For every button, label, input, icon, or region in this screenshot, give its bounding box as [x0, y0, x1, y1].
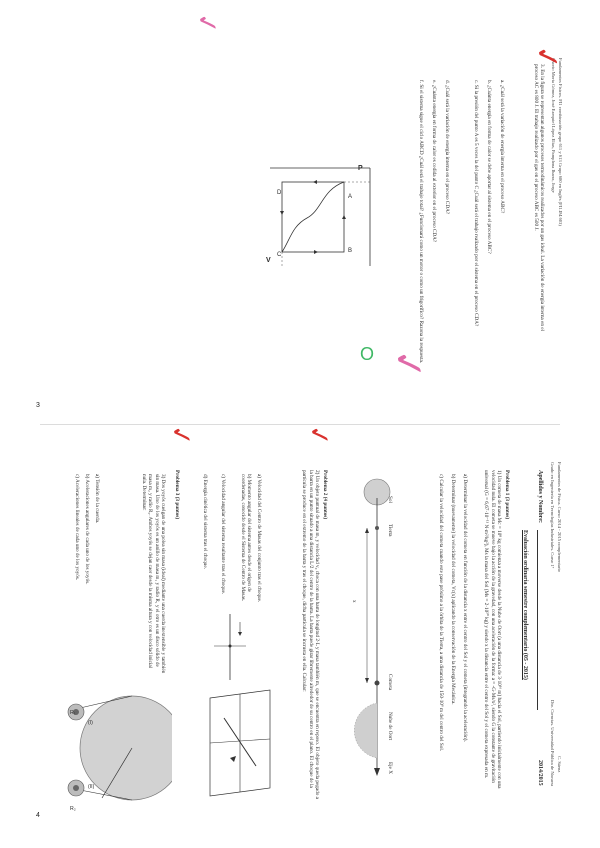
check-mark-red-middle: ✓	[302, 422, 337, 449]
check-mark-pink-top: ✓	[190, 10, 225, 37]
bar-figure	[210, 612, 250, 682]
academic-year: 2014/2015	[537, 760, 543, 786]
check-mark-red-bottom: ✓	[164, 422, 199, 449]
figure-label-eje: Eje X	[387, 762, 393, 774]
exam-title: Evaluación ordinaria semestre complementario (05 - 2015)	[522, 530, 528, 680]
question-c: c. Si la presión del punto A es 5 veces la del punto C ¿Cuál será el trabajo realizado por el sistema en el proceso CDA?	[473, 80, 479, 327]
diagram-label-p: P	[358, 165, 363, 172]
diagram-label-b: B	[348, 248, 353, 254]
page-number-left: 3	[36, 402, 40, 409]
problem-3-a: a) Tensión de la cuerda.	[94, 474, 100, 524]
question-f: f. Si el sistema sigue el ciclo ABCD ¿Cuál será el trabajo total? ¿Funcionará como un motor o como un frigorífico? Razona la respuesta.	[418, 80, 424, 364]
problem-1-text: 1) Un cometa de masa Mc = 10⁸ kg comienza a moverse desde la Nube de Oort (a una distancia de 3·10¹⁶ m) hacia el Sol, partiendo inicialmente con una velocidad nula. El cometa se mueve bajo la acción de la gravedad, con una aceleración de la forma: a = -G·Ms/x², siendo G la constante de gravitación universal (G = 6,67·10⁻¹¹ N·m²/kg²), Ms la masa del Sol (Ms = 2·10³⁰ kg) y siendo x la distancia entre el centro del Sol y el cometa expresada en m.	[483, 470, 502, 789]
problem-3-text: 3) Dos yoyós cuelgan de una polea sin masa (ideal) mediante una cuerda inextensible y también sin masa. Uno de los yoyós es un anillo de masa m₁ y radio R₁ y el otro es un disco sólido de masa m₂ y radio R₂. Ambos yoyós se dejan caer desde la misma altura y con velocidad inicial nula. Determinar:	[140, 474, 166, 674]
cycle-rectangle	[282, 182, 344, 252]
figure-label-cometa: Cometa	[387, 674, 393, 691]
process-curve-ac	[282, 182, 344, 252]
problem-1-b: b) Determinar (nuevamente) la velocidad del cometa, Vc(x) aplicando la conservación de la Energía Mecánica.	[450, 474, 456, 705]
problem-1-a: a) Determinar la velocidad del cometa en función de la distancia x entre el centro del Sol y el cometa (integrando la aceleración).	[462, 474, 468, 742]
pulley-figure	[62, 690, 172, 820]
problem-1-c: c) Calcular la velocidad del cometa cuando este pase próximo a la órbita de la Tierra, a una distancia de 150·10⁹ m del centro del Sol.	[438, 474, 444, 752]
radius-label-1: R₁	[70, 710, 76, 716]
diagram-label-c: C	[277, 252, 282, 258]
problem-2-title: Problema 2 (4 puntos)	[322, 470, 328, 520]
exam-header-right-2: Dto. Ciencias. Universidad Pública de Navarra	[550, 700, 555, 787]
yoyo-label-2: (II)	[88, 784, 95, 790]
problem-3-c: c) Aceleraciones lineales de cada uno de los yoyós.	[74, 474, 80, 581]
question-d: d. ¿Cuál será la variación de energía interna en el proceso CDA?	[444, 80, 450, 215]
comet-figure	[345, 478, 415, 778]
page-fold-line	[40, 424, 560, 425]
circle-mark-green: O	[360, 344, 375, 364]
problem-2-a: a) Velocidad del Centro de Masas del conjunto tras el choque.	[256, 474, 262, 603]
problem-2-b: b) Momento angular del sistema antes desde el origen de coordenadas, conocido desde el Sistema de Centro de Masas.	[239, 474, 252, 602]
comet-dot	[375, 681, 380, 686]
radius-label-2: R₂	[70, 806, 76, 812]
problem-3-title: Problema 3 (3 puntos)	[174, 470, 180, 520]
question-b: b. ¿Cuánta energía en forma de calor se debe aportar al sistema en el proceso ABC?	[486, 80, 492, 254]
rotation-figure	[200, 688, 280, 798]
diagram-label-a: A	[348, 194, 353, 200]
name-label: Apellidos y Nombre:	[537, 470, 543, 523]
oort-cloud	[354, 703, 377, 758]
exam-header-right-1: C. Sáenz	[557, 756, 562, 773]
earth-dot	[375, 526, 379, 530]
figure-label-nube: Nube de Oort	[387, 712, 393, 741]
check-mark-pink-middle: ✓	[383, 345, 431, 384]
problem-2-c: c) Velocidad angular del sistema resultante tras el choque.	[220, 474, 226, 595]
problem-2-d: d) Energía cinética del sistema tras el choque.	[202, 474, 208, 569]
figure-label-tierra: Tierra	[387, 524, 393, 537]
question-e: e. ¿Cuánta energía en forma de calor es cedida al exterior en el proceso CDA?	[431, 80, 437, 243]
figure-label-sol: Sol	[387, 496, 393, 503]
figure-label-x: x	[351, 600, 357, 603]
diagram-label-d: D	[277, 190, 282, 196]
problem-1-title: Problema 1 (3 puntos)	[504, 470, 510, 520]
problem-3-b: b) Aceleraciones angulares de cada uno de los yoyós.	[84, 474, 90, 585]
diagram-label-v: V	[266, 257, 271, 264]
problem-statement: 3. En la figura se representan algunos procesos termodinámicos realizados por un gas ideal. La variación de energía interna en el proceso AC es 800 J. El trabajo realizado por el gas en el proceso ABC es 500 J.	[532, 64, 545, 331]
exam-header-left-2: Grado en Ingeniería en Tecnologías Industriales. Curso 1º	[550, 462, 555, 569]
question-a: a. ¿Cuál será la variación de energía interna en el proceso ABC?	[499, 80, 505, 214]
yoyo-label-1: (I)	[88, 720, 93, 726]
page-number-right: 4	[36, 812, 40, 819]
check-mark-red-top: ✓	[528, 42, 566, 73]
name-underline	[537, 530, 539, 710]
exam-header-left-1: Fundamentos de Física. Curso 2014 - 2015 complementario	[557, 462, 562, 572]
problem-2-text: 2) Un objeto puntual de masa m₁ y velocidad v₀ choca con una barra de longitud 2·L y masa también m₁ que se encuentra en reposo. El objeto queda pegado a la barra en un punto situado a una distancia L/2 del centro de la barra. La barra puede girar libremente alrededor de su centro en el plano. El choque de la partícula se produce en el extremo de la barra y tras el choque, dicha partícula se incrusta en ella. Calcular:	[301, 470, 320, 799]
header-line-2: Osorio Morta Gómez, José Ezequiel López Elias, Pamplona Ibarra, Jorge	[551, 58, 556, 193]
header-line-1: Fundamentos Físicos. FI1 combinación grupo 611 y 613 Grupo 680 en Inglés (FI1.IM.603)	[558, 58, 563, 226]
